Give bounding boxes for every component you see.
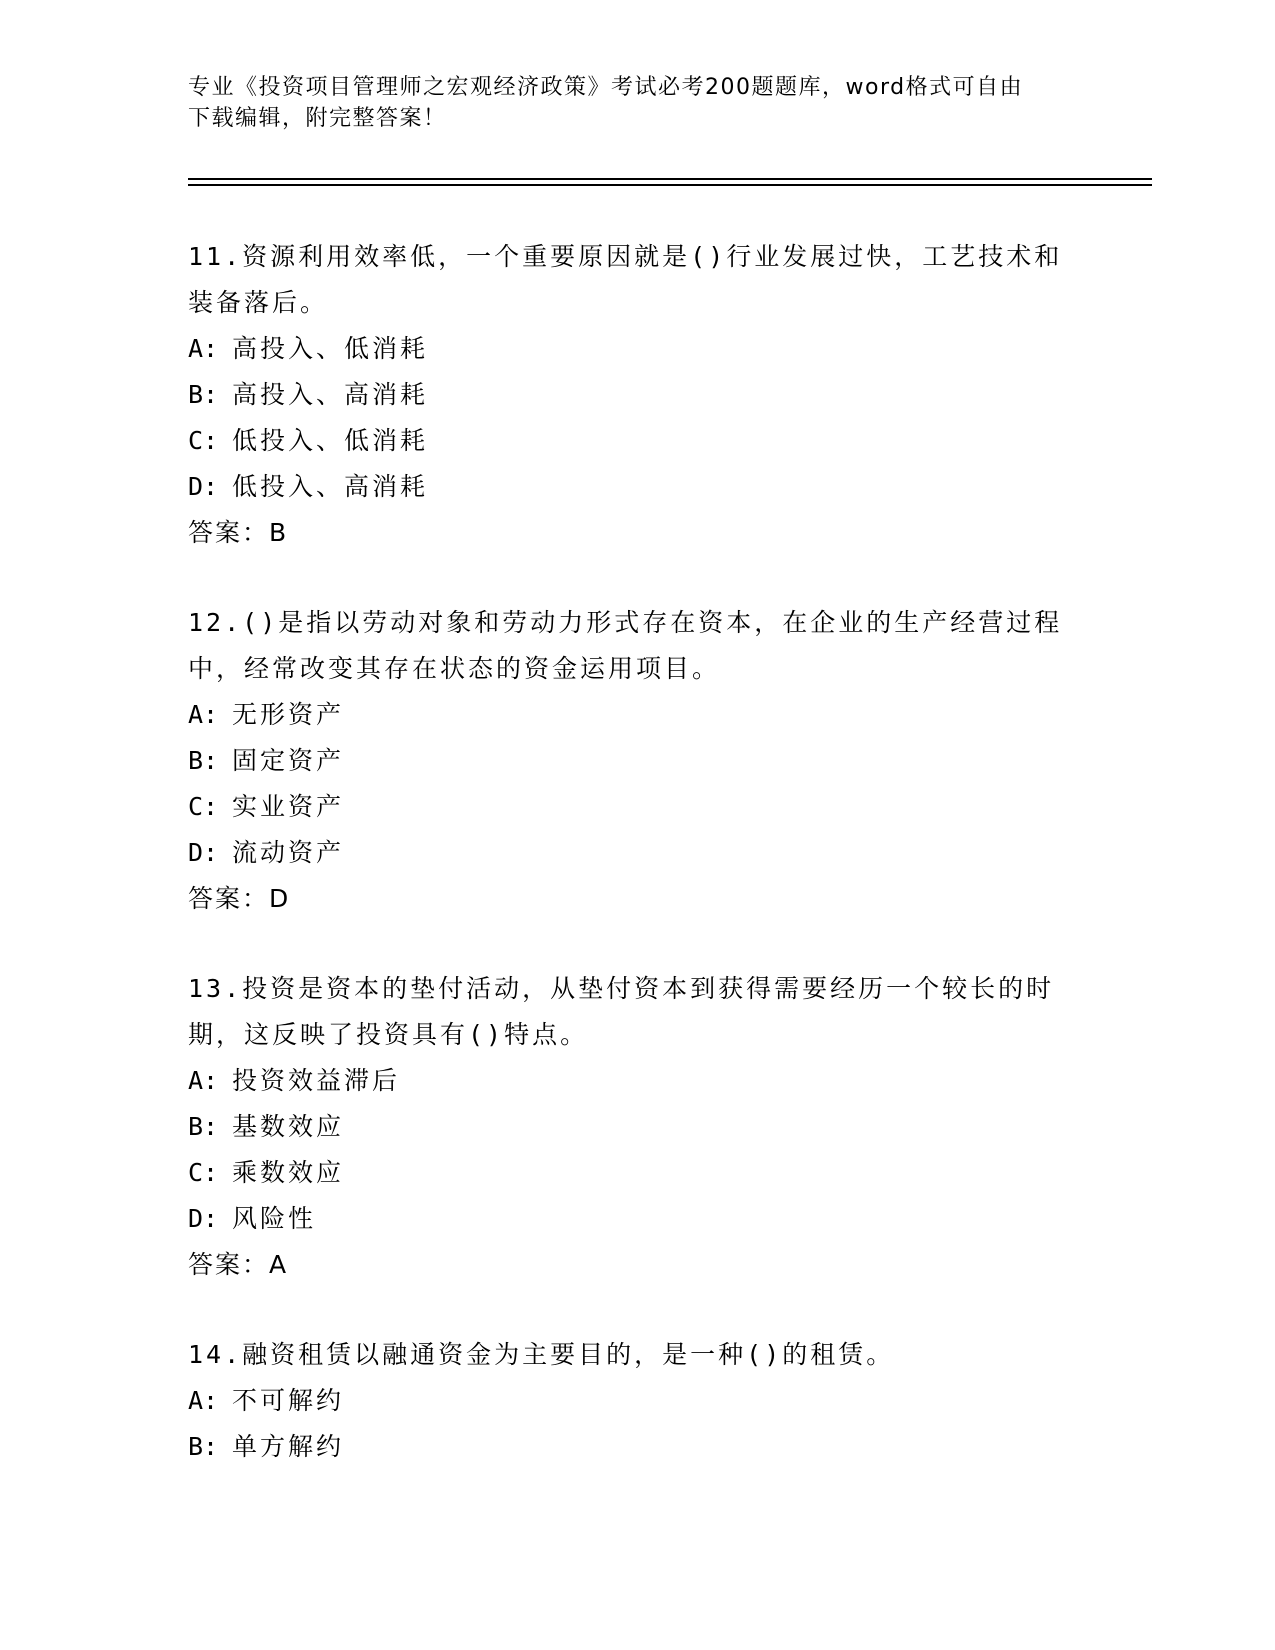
option-text: 高投入、低消耗 xyxy=(232,334,429,363)
question-stem-line: 中，经常改变其存在状态的资金运用项目。 xyxy=(188,654,721,683)
option-label: B: xyxy=(188,1112,219,1141)
question-stem-line: 期，这反映了投资具有()特点。 xyxy=(188,1020,589,1049)
question-stem xyxy=(188,600,1088,692)
option-d xyxy=(188,830,1088,876)
option-label: C: xyxy=(188,426,219,455)
option-label: A: xyxy=(188,334,219,363)
header-divider-top xyxy=(188,178,1152,180)
option-label: A: xyxy=(188,1386,219,1415)
option-label: A: xyxy=(188,1066,219,1095)
option-label: D: xyxy=(188,838,219,867)
question-stem xyxy=(188,1332,1088,1378)
question-stem-line: 装备落后。 xyxy=(188,288,329,317)
option-label: D: xyxy=(188,1204,219,1233)
option-b xyxy=(188,1424,1088,1470)
option-text: 基数效应 xyxy=(232,1112,345,1141)
option-text: 不可解约 xyxy=(232,1386,345,1415)
question-stem-line: 11.资源利用效率低，一个重要原因就是()行业发展过快，工艺技术和 xyxy=(188,242,1063,271)
question-stem-line: 12.()是指以劳动对象和劳动力形式存在资本，在企业的生产经营过程 xyxy=(188,608,1063,637)
option-a xyxy=(188,1378,1088,1424)
option-text: 无形资产 xyxy=(232,700,345,729)
option-label: C: xyxy=(188,1158,219,1187)
question-stem xyxy=(188,966,1088,1058)
option-label: B: xyxy=(188,380,219,409)
question-11 xyxy=(188,234,1088,556)
option-c xyxy=(188,418,1088,464)
option-text: 低投入、低消耗 xyxy=(232,426,429,455)
question-stem xyxy=(188,234,1088,326)
option-b xyxy=(188,372,1088,418)
option-text: 高投入、高消耗 xyxy=(232,380,429,409)
option-text: 投资效益滞后 xyxy=(232,1066,401,1095)
header-divider-bottom xyxy=(188,184,1152,186)
option-text: 固定资产 xyxy=(232,746,345,775)
option-c xyxy=(188,784,1088,830)
option-text: 低投入、高消耗 xyxy=(232,472,429,501)
option-text: 流动资产 xyxy=(232,838,345,867)
question-12 xyxy=(188,600,1088,922)
answer-line: 答案：A xyxy=(188,1250,289,1279)
question-stem-line: 13.投资是资本的垫付活动，从垫付资本到获得需要经历一个较长的时 xyxy=(188,974,1055,1003)
option-d xyxy=(188,464,1088,510)
option-a xyxy=(188,1058,1088,1104)
answer-line: 答案：B xyxy=(188,518,289,547)
document-header xyxy=(188,72,1068,134)
option-label: B: xyxy=(188,746,219,775)
option-text: 乘数效应 xyxy=(232,1158,345,1187)
option-a xyxy=(188,326,1088,372)
question-14 xyxy=(188,1332,1088,1470)
header-line-1: 专业《投资项目管理师之宏观经济政策》考试必考200题题库，word格式可自由 xyxy=(188,75,1024,100)
option-b xyxy=(188,1104,1088,1150)
option-d xyxy=(188,1196,1088,1242)
option-label: D: xyxy=(188,472,219,501)
option-label: A: xyxy=(188,700,219,729)
question-stem-line: 14.融资租赁以融通资金为主要目的，是一种()的租赁。 xyxy=(188,1340,895,1369)
option-b xyxy=(188,738,1088,784)
option-text: 风险性 xyxy=(232,1204,317,1233)
option-c xyxy=(188,1150,1088,1196)
header-line-2: 下载编辑，附完整答案！ xyxy=(188,106,447,131)
option-label: B: xyxy=(188,1432,219,1461)
option-text: 单方解约 xyxy=(232,1432,345,1461)
option-text: 实业资产 xyxy=(232,792,345,821)
answer-line: 答案：D xyxy=(188,884,291,913)
question-13 xyxy=(188,966,1088,1288)
option-a xyxy=(188,692,1088,738)
option-label: C: xyxy=(188,792,219,821)
